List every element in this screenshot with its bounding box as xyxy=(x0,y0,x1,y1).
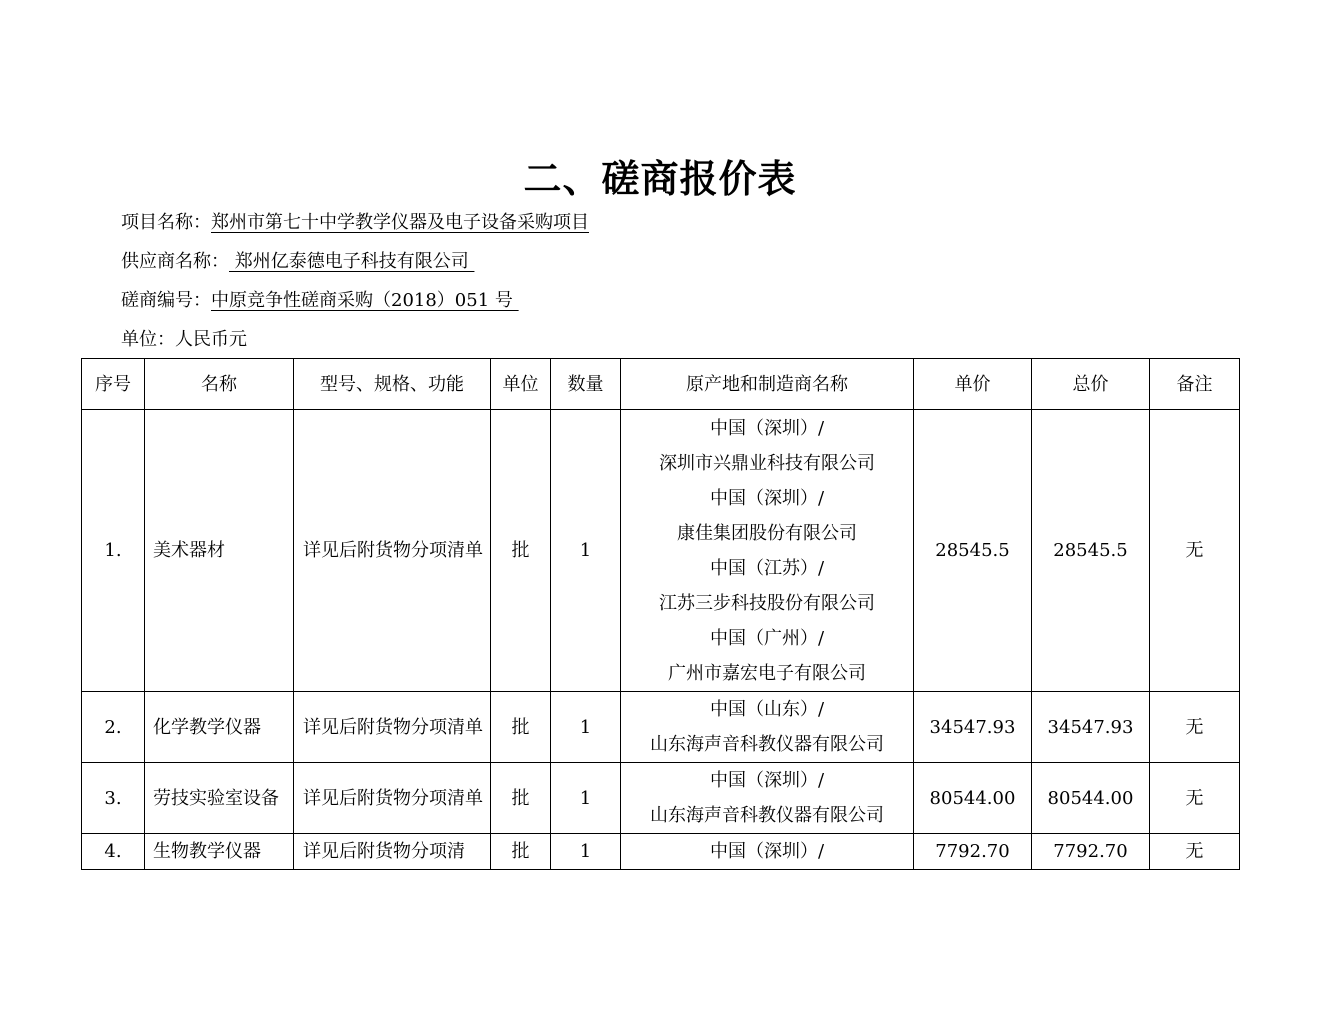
table-row xyxy=(82,763,1240,834)
row-qty: 1 xyxy=(551,834,621,870)
header-total: 总价 xyxy=(1032,359,1150,410)
origin-line: 康佳集团股份有限公司 xyxy=(677,522,857,544)
row-unit: 批 xyxy=(491,763,551,834)
row-unit: 批 xyxy=(491,410,551,692)
row-no: 3. xyxy=(82,763,145,834)
table-row xyxy=(82,834,1240,870)
header-unit: 单位 xyxy=(491,359,551,410)
row-unit-price: 80544.00 xyxy=(914,763,1032,834)
consult-number-line xyxy=(121,289,519,313)
header-origin: 原产地和制造商名称 xyxy=(621,359,914,410)
row-item-name: 化学教学仪器 xyxy=(145,692,294,763)
row-total-price: 7792.70 xyxy=(1032,834,1150,870)
row-note: 无 xyxy=(1150,692,1240,763)
origin-line: 中国（山东）/ xyxy=(709,699,825,720)
row-item-name: 劳技实验室设备 xyxy=(145,763,294,834)
table-row xyxy=(82,410,1240,692)
row-no: 4. xyxy=(82,834,145,870)
project-name-line xyxy=(121,211,589,235)
project-name-value: 郑州市第七十中学教学仪器及电子设备采购项目 xyxy=(211,212,589,233)
header-spec: 型号、规格、功能 xyxy=(294,359,491,410)
row-origin xyxy=(621,410,914,692)
origin-line: 深圳市兴鼎业科技有限公司 xyxy=(659,452,875,474)
row-spec: 详见后附货物分项清单 xyxy=(294,763,491,834)
row-qty: 1 xyxy=(551,692,621,763)
row-qty: 1 xyxy=(551,410,621,692)
origin-line: 江苏三步科技股份有限公司 xyxy=(659,592,875,614)
origin-line: 中国（深圳）/ xyxy=(709,770,825,791)
row-qty: 1 xyxy=(551,763,621,834)
row-item-name: 生物教学仪器 xyxy=(145,834,294,870)
header-price: 单价 xyxy=(914,359,1032,410)
row-unit: 批 xyxy=(491,692,551,763)
supplier-name-line xyxy=(121,250,474,274)
origin-line: 中国（深圳）/ xyxy=(709,841,825,862)
row-origin xyxy=(621,763,914,834)
currency-unit-value: 人民币元 xyxy=(175,329,247,350)
consult-number-value: 中原竞争性磋商采购（2018）051 号 xyxy=(211,290,519,311)
consult-number-label: 磋商编号： xyxy=(121,290,211,311)
row-spec: 详见后附货物分项清单 xyxy=(294,692,491,763)
row-total-price: 28545.5 xyxy=(1032,410,1150,692)
origin-line: 山东海声音科教仪器有限公司 xyxy=(650,734,884,755)
table-row xyxy=(82,692,1240,763)
row-total-price: 34547.93 xyxy=(1032,692,1150,763)
header-note: 备注 xyxy=(1150,359,1240,410)
origin-line: 中国（深圳）/ xyxy=(709,417,825,439)
row-unit-price: 34547.93 xyxy=(914,692,1032,763)
row-unit-price: 28545.5 xyxy=(914,410,1032,692)
origin-line: 中国（深圳）/ xyxy=(709,487,825,509)
header-no: 序号 xyxy=(82,359,145,410)
supplier-name-value: 郑州亿泰德电子科技有限公司 xyxy=(229,251,475,272)
row-spec: 详见后附货物分项清 xyxy=(294,834,491,870)
row-item-name: 美术器材 xyxy=(145,410,294,692)
row-no: 2. xyxy=(82,692,145,763)
origin-line: 广州市嘉宏电子有限公司 xyxy=(668,662,866,684)
origin-line: 中国（江苏）/ xyxy=(709,557,825,579)
header-qty: 数量 xyxy=(551,359,621,410)
row-note: 无 xyxy=(1150,834,1240,870)
row-spec: 详见后附货物分项清单 xyxy=(294,410,491,692)
row-note: 无 xyxy=(1150,410,1240,692)
table-header-row xyxy=(82,359,1240,410)
row-note: 无 xyxy=(1150,763,1240,834)
row-no: 1. xyxy=(82,410,145,692)
row-total-price: 80544.00 xyxy=(1032,763,1150,834)
supplier-name-label: 供应商名称： xyxy=(121,251,229,272)
row-unit: 批 xyxy=(491,834,551,870)
currency-unit-line xyxy=(121,328,247,352)
project-name-label: 项目名称： xyxy=(121,212,211,233)
row-origin xyxy=(621,834,914,870)
origin-line: 山东海声音科教仪器有限公司 xyxy=(650,805,884,826)
row-unit-price: 7792.70 xyxy=(914,834,1032,870)
row-origin xyxy=(621,692,914,763)
origin-line: 中国（广州）/ xyxy=(709,627,825,649)
page-title: 二、磋商报价表 xyxy=(523,156,797,201)
header-name: 名称 xyxy=(145,359,294,410)
currency-unit-label: 单位： xyxy=(121,329,175,350)
quotation-table xyxy=(81,358,1240,870)
